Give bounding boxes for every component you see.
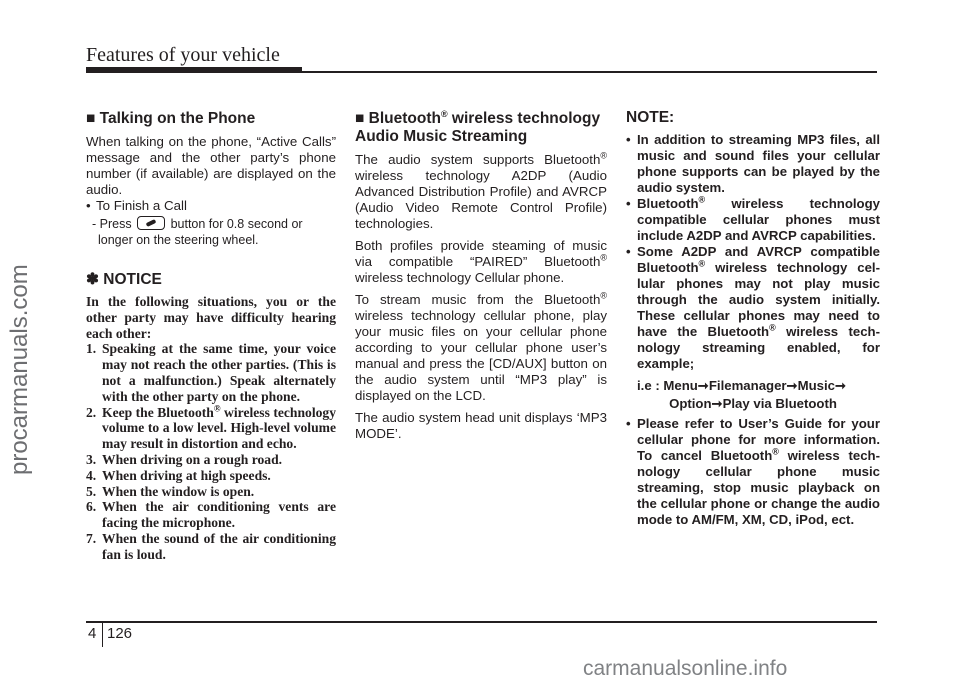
note-bullet <box>626 416 880 528</box>
list-item-text-post: wireless technology volume to a low level. High-level volume may result in distortion and echo. <box>102 404 336 452</box>
page-number: 126 <box>107 625 133 642</box>
registered-mark: ® <box>698 194 706 205</box>
text-post: wireless technology streaming enabled, for example; <box>637 324 880 371</box>
note-body <box>626 132 880 528</box>
paragraph-pre: The audio system supports Bluetooth <box>355 152 601 167</box>
bullet-finish-call <box>86 198 336 214</box>
note-bullet <box>626 196 880 244</box>
column-note <box>626 110 880 528</box>
bullet-dot: • <box>626 196 631 211</box>
registered-mark: ® <box>600 290 607 301</box>
note-title: NOTE: <box>626 109 675 126</box>
list-item-number: 4. <box>86 467 97 483</box>
registered-mark: ® <box>600 150 607 161</box>
registered-mark: ® <box>772 446 779 457</box>
call-end-button-icon <box>137 216 165 230</box>
list-item <box>86 531 336 563</box>
note-bullet <box>626 244 880 372</box>
list-item-number: 1. <box>86 341 97 357</box>
header-rule-thick <box>86 67 302 73</box>
footer-divider <box>102 623 103 647</box>
paragraph-stream-music <box>355 292 607 404</box>
side-watermark: procarmanuals.com <box>6 264 33 476</box>
list-item-text: When the air conditioning vents are facing the microphone. <box>102 499 336 531</box>
paragraph-profiles <box>355 238 607 286</box>
heading-pre: ■ Bluetooth <box>355 110 441 127</box>
list-item-text <box>102 405 336 452</box>
bullet-dot: • <box>626 416 631 431</box>
notice-intro: In the following situations, you or the other party may have difficulty hearing each other: <box>86 294 336 341</box>
registered-mark: ® <box>213 403 221 414</box>
section-heading-streaming <box>355 110 607 146</box>
paragraph-supports <box>355 152 607 232</box>
list-item-number: 2. <box>86 404 97 420</box>
list-item <box>86 484 336 500</box>
list-item-number: 6. <box>86 499 97 515</box>
list-item-number: 7. <box>86 530 97 546</box>
registered-mark: ® <box>698 258 706 269</box>
list-item-text-pre: Keep the Bluetooth <box>102 404 214 420</box>
bullet-finish-call-text: To Finish a Call <box>96 198 187 213</box>
paragraph-active-calls: When talking on the phone, “Active Calls” message and the other party’s phone number (if available) are displayed on the audio. <box>86 134 336 197</box>
note-bullet-text <box>637 244 880 372</box>
note-bullet-text <box>637 196 880 244</box>
list-item <box>86 468 336 484</box>
menu-path-line-1: i.e : Menu➞Filemanager➞Music➞ <box>637 378 847 393</box>
list-item-text: When driving on a rough road. <box>102 451 283 467</box>
text-post: wireless technology compatible cellular phones must include A2DP and AVRCP capabilities. <box>637 196 880 243</box>
list-item <box>86 499 336 531</box>
notice-title: ✽ NOTICE <box>86 271 162 288</box>
note-bullet-text <box>637 416 880 528</box>
list-item <box>86 405 336 452</box>
sub-step-pre: - Press <box>92 217 132 231</box>
sub-step-press-button <box>86 216 336 248</box>
text-pre: Bluetooth <box>637 196 699 211</box>
header-rule-thin <box>300 71 877 73</box>
list-item <box>86 452 336 468</box>
paragraph-post: wireless technology A2DP (Audio Advanced Distribution Profile) and AVRCP (Audio Video Remote Control Profile) technologies. <box>355 168 607 231</box>
bullet-dot: • <box>626 132 631 147</box>
footer-rule <box>86 621 877 623</box>
list-item-number: 5. <box>86 483 97 499</box>
bullet-dot: • <box>86 198 91 213</box>
list-item-text: When the sound of the air conditioning fan is loud. <box>102 530 336 562</box>
page-header-title: Features of your vehicle <box>86 44 280 66</box>
paragraph-mp3-mode: The audio system head unit displays ‘MP3 MODE’. <box>355 410 607 441</box>
registered-mark: ® <box>600 252 607 263</box>
registered-mark: ® <box>769 322 776 333</box>
note-bullet-text: In addition to streaming MP3 files, all music and sound files your cellular phone supports can be played by the audio system. <box>637 132 880 195</box>
paragraph-pre: To stream music from the Bluetooth <box>355 292 601 307</box>
list-item-text: When the window is open. <box>102 483 255 499</box>
column-audio-streaming <box>355 110 607 442</box>
text-post: wireless technology cellular phone music streaming, stop music playback on the cellular phone or change the audio mode to AM/FM, XM, CD, iPod, ect. <box>637 448 880 527</box>
bottom-watermark: carmanualsonline.info <box>583 657 788 680</box>
list-item-text: When driving at high speeds. <box>102 467 271 483</box>
note-bullet <box>626 132 880 196</box>
paragraph-pre: Both profiles provide steaming of music via compatible “PAIRED” Bluetooth <box>355 238 607 269</box>
list-item <box>86 341 336 404</box>
section-heading-talking: ■ Talking on the Phone <box>86 110 256 127</box>
notice-list <box>86 341 336 562</box>
registered-mark: ® <box>440 108 448 119</box>
menu-path-line-2: Option➞Play via Bluetooth <box>669 396 837 411</box>
list-item-text: Speaking at the same time, your voice may not reach the other parties. (This is not a malfunction.) Speak alternately with the other party on the phone. <box>102 341 336 404</box>
sub-step-post: button for 0.8 second or longer on the steering wheel. <box>98 217 303 247</box>
bullet-dot: • <box>626 244 631 259</box>
paragraph-post: wireless technology Cellular phone. <box>355 270 565 285</box>
column-talking-on-phone <box>86 110 336 563</box>
paragraph-post: wireless technology cellular phone, play your music files on your cellular phone according to your cellular phone user’s manual and press the [CD/AUX] button on the audio system until “MP3 play” is displayed on the LCD. <box>355 308 607 403</box>
text-pre: Please refer to User’s Guide for your cellular phone for more information. To cancel Bluetooth <box>637 416 880 463</box>
text-mid: wireless technology cellular phones may not play music through the audio system initially. These cellular phones may need to have the Bluetooth <box>637 260 880 339</box>
chapter-number: 4 <box>88 625 97 642</box>
list-item-number: 3. <box>86 451 97 467</box>
heading-post: wireless technology Audio Music Streaming <box>355 110 601 145</box>
text-pre: Some A2DP and AVRCP compatible Bluetooth <box>637 244 880 275</box>
